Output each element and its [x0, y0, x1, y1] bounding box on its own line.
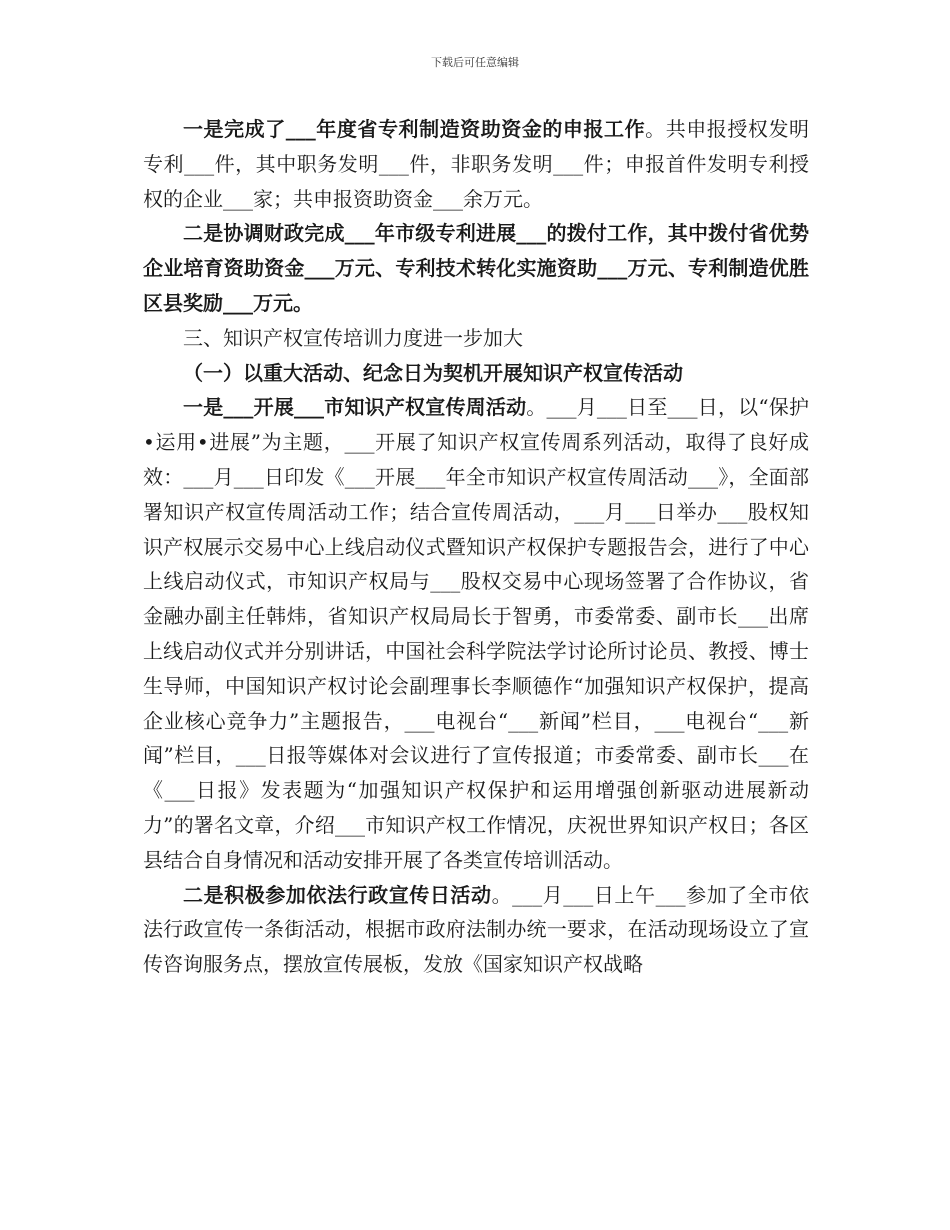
paragraph-patent-application	[143, 112, 809, 216]
paragraph-lead: 二是积极参加依法行政宣传日活动	[183, 882, 492, 907]
paragraph-text: 。___月___日至___日，以“保护•运用•进展”为主题，___开展了知识产权宣传周系列活动，取得了良好成效：___月___日印发《___开展___年全市知识产权宣传周活动___》，全面部署知识产权宣传周活动工作；结合宣传周活动，___月___日举办___股权知识产权展示交易中心上线启动仪式暨知识产权保护专题报告会，进行了中心上线启动仪式，市知识产权局与___股权交易中心现场签署了合作协议，省金融办副主任韩炜，省知识产权局局长于智勇，市委常委、副市长___出席上线启动仪式并分别讲话，中国社会科学院法学讨论所讨论员、教授、博士生导师，中国知识产权讨论会副理事长李顺德作“加强知识产权保护，提高企业核心竞争力”主题报告，___电视台“___新闻”栏目，___电视台“___新闻”栏目，___日报等媒体对会议进行了宣传报道；市委常委、副市长___在《___日报》发表题为“加强知识产权保护和运用增强创新驱动进展新动力”的署名文章，介绍___市知识产权工作情况，庆祝世界知识产权日；各区县结合自身情况和活动安排开展了各类宣传培训活动。	[143, 395, 809, 872]
paragraph-law-day	[143, 878, 809, 982]
section-heading-three	[143, 321, 809, 356]
paragraph-lead: 一是___开展___市知识产权宣传周活动	[183, 395, 527, 420]
paragraph-text: 。共申报授权发明专利___件，其中职务发明___件，非职务发明___件；申报首件发明专利授权的企业___家；共申报资助资金___余万元。	[143, 117, 810, 211]
paragraph-lead: 二是协调财政完成___年市级专利进展___的拨付工作，其中拨付省优势企业培育资助资金___万元、专利技术转化实施资助___万元、专利制造优胜区县奖励___万元。	[143, 221, 809, 315]
document-body	[143, 112, 809, 982]
paragraph-publicity-week	[143, 390, 809, 877]
paragraph-text: 。___月___日上午___参加了全市依法行政宣传一条街活动，根据市政府法制办统一要求，在活动现场设立了宣传咨询服务点，摆放宣传展板，发放《国家知识产权战略	[143, 882, 810, 977]
paragraph-funding-disbursement	[143, 216, 809, 320]
paragraph-lead: （一）以重大活动、纪念日为契机开展知识产权宣传活动	[183, 360, 683, 385]
subsection-heading-one	[143, 356, 809, 391]
page-header: 下载后可任意编辑	[431, 56, 519, 69]
paragraph-lead: 一是完成了___年度省专利制造资助资金的申报工作	[183, 117, 646, 141]
paragraph-text: 三、知识产权宣传培训力度进一步加大	[183, 325, 523, 350]
